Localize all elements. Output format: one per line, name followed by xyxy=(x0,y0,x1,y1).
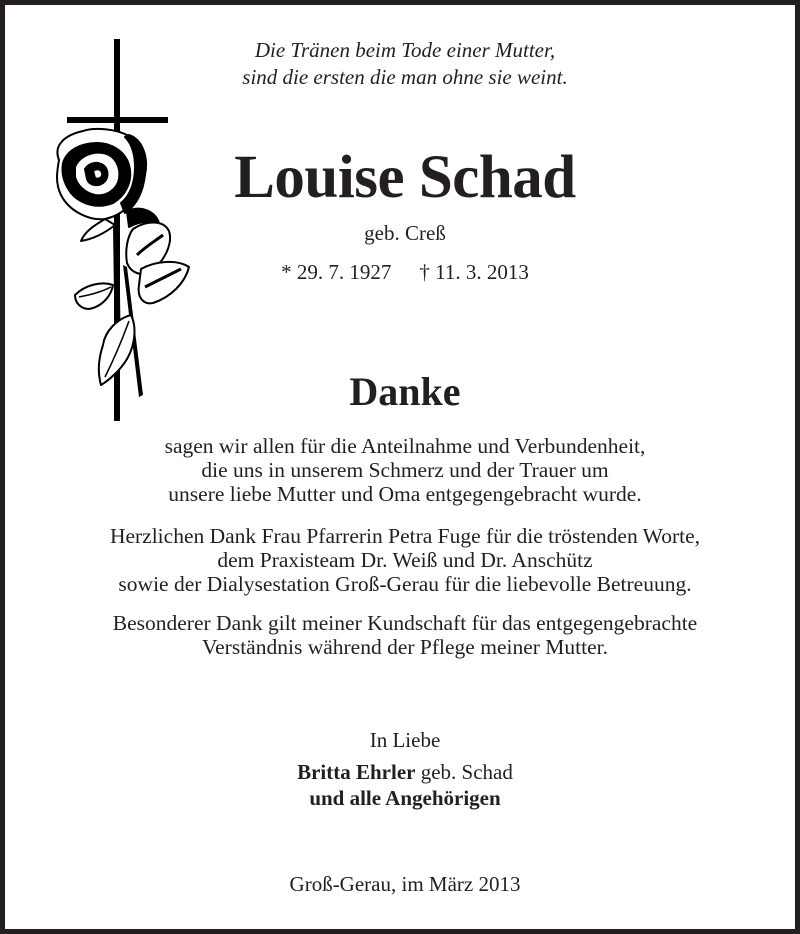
death-date: † 11. 3. 2013 xyxy=(419,260,529,284)
thanks-paragraph-2 xyxy=(5,524,800,596)
memorial-quote xyxy=(105,37,705,91)
paragraph-line: die uns in unserem Schmerz und der Trauer um xyxy=(201,458,609,482)
paragraph-line: Herzlichen Dank Frau Pfarrerin Petra Fuge für die tröstenden Worte, xyxy=(109,524,701,548)
paragraph-line: Verständnis während der Pflege meiner Mutter. xyxy=(202,635,608,659)
place-and-date: Groß-Gerau, im März 2013 xyxy=(289,872,521,896)
signature-name-bold: Britta Ehrler xyxy=(297,760,416,784)
thanks-paragraph-1 xyxy=(5,434,800,506)
signature-name xyxy=(5,759,800,785)
quote-line-1: Die Tränen beim Tode einer Mutter, xyxy=(254,38,556,62)
signature-family: und alle Angehörigen xyxy=(309,786,501,810)
paragraph-line: unsere liebe Mutter und Oma entgegengebracht wurde. xyxy=(168,482,642,506)
signature-name-suffix: geb. Schad xyxy=(415,760,513,784)
birth-date: * 29. 7. 1927 xyxy=(281,260,392,284)
life-dates xyxy=(105,259,705,285)
paragraph-line: Besonderer Dank gilt meiner Kundschaft für das entgegengebrachte xyxy=(112,611,698,635)
signature-intro: In Liebe xyxy=(369,728,441,752)
paragraph-line: sagen wir allen für die Anteilnahme und Verbundenheit, xyxy=(164,434,646,458)
quote-line-2: sind die ersten die man ohne sie weint. xyxy=(242,65,568,89)
thanks-paragraph-3 xyxy=(5,611,800,659)
thanks-heading: Danke xyxy=(349,369,461,414)
deceased-name: Louise Schad xyxy=(234,144,576,211)
paragraph-line: dem Praxisteam Dr. Weiß und Dr. Anschütz xyxy=(217,548,593,572)
maiden-name: geb. Creß xyxy=(364,221,446,245)
paragraph-line: sowie der Dialysestation Groß-Gerau für die liebevolle Betreuung. xyxy=(118,572,692,596)
